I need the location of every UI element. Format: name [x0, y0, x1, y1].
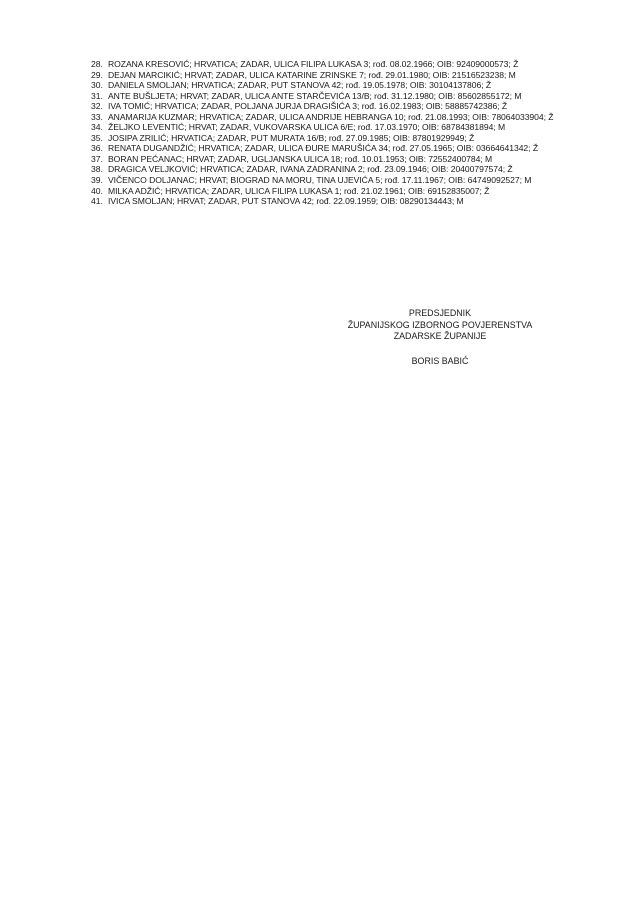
entry-number: 36. — [91, 143, 103, 154]
list-item — [91, 112, 581, 123]
list-item — [91, 91, 581, 102]
list-item — [91, 164, 581, 175]
list-item — [91, 143, 581, 154]
entry-text: IVA TOMIĆ; HRVATICA; ZADAR, POLJANA JURJA DRAGIŠIĆA 3; rođ. 16.02.1983; OIB: 58885742386; Ž — [108, 101, 508, 112]
entry-number: 28. — [91, 59, 103, 69]
list-item — [91, 175, 581, 186]
entry-number: 30. — [91, 80, 103, 91]
signature-title: PREDSJEDNIK — [408, 308, 472, 318]
entry-text: MILKA ADŽIĆ; HRVATICA; ZADAR, ULICA FILIPA LUKASA 1; rođ. 21.02.1961; OIB: 69152835007; Ž — [108, 185, 490, 196]
entry-number: 29. — [91, 69, 103, 80]
entry-text: ANTE BUŠLJETA; HRVAT; ZADAR, ULICA ANTE STARČEVIĆA 13/B; rođ. 31.12.1980; OIB: 85602855172; M — [108, 90, 522, 101]
entry-text: DEJAN MARCIKIĆ; HRVAT; ZADAR, ULICA KATARINE ZRINSKE 7; rođ. 29.01.1980; OIB: 21516523238; M — [108, 69, 516, 80]
entry-number: 37. — [91, 153, 103, 164]
entry-text: DANIELA SMOLJAN; HRVATICA; ZADAR, PUT STANOVA 42; rođ. 19.05.1978; OIB: 30104137806; Ž — [108, 80, 492, 91]
entry-text: BORAN PEĆANAC; HRVAT; ZADAR, UGLJANSKA ULICA 18; rođ. 10.01.1953; OIB: 72552400784; M — [108, 153, 493, 164]
entry-text: ROZANA KRESOVIĆ; HRVATICA; ZADAR, ULICA FILIPA LUKASA 3; rođ. 08.02.1966; OIB: 92409000573; Ž — [108, 59, 519, 69]
entry-number: 31. — [91, 90, 103, 101]
entry-text: ANAMARIJA KUZMAR; HRVATICA; ZADAR, ULICA ANDRIJE HEBRANGA 10; rođ. 21.08.1993; OIB: 78064033904; Ž — [108, 111, 554, 122]
entry-text: RENATA DUGANDŽIĆ; HRVATICA; ZADAR, ULICA ĐURE MARUŠIĆA 34; rođ. 27.05.1965; OIB: 03664641342; Ž — [108, 143, 539, 154]
entry-text: VIČENCO DOLJANAC; HRVAT; BIOGRAD NA MORU, TINA UJEVIĆA 5; rođ. 17.11.1967; OIB: 64749092527; M — [108, 175, 532, 186]
list-item — [91, 59, 581, 70]
entry-text: IVICA SMOLJAN; HRVAT; ZADAR, PUT STANOVA 42; rođ. 22.09.1959; OIB: 08290134443; M — [108, 196, 464, 207]
list-item — [91, 80, 581, 91]
list-item — [91, 122, 581, 133]
entry-number: 33. — [91, 111, 103, 122]
entry-text: DRAGICA VELJKOVIĆ; HRVATICA; ZADAR, IVANA ZADRANINA 2; rođ. 23.09.1946; OIB: 20400797574; Ž — [108, 164, 513, 175]
list-item — [91, 154, 581, 165]
entry-text: ŽELJKO LEVENTIĆ; HRVAT; ZADAR, VUKOVARSKA ULICA 6/E; rođ. 17.03.1970; OIB: 68784381894; M — [108, 122, 506, 133]
list-item — [91, 70, 581, 81]
list-item — [91, 101, 581, 112]
entry-number: 39. — [91, 175, 103, 186]
entry-number: 35. — [91, 132, 103, 143]
entry-number: 41. — [91, 196, 103, 207]
list-item — [91, 133, 581, 144]
signatory-name: BORIS BABIĆ — [411, 355, 469, 366]
candidate-list — [91, 59, 581, 207]
signature-committee: ŽUPANIJSKOG IZBORNOG POVJERENSTVA — [347, 319, 533, 330]
entry-number: 34. — [91, 122, 103, 133]
signature-block — [340, 308, 540, 367]
list-item — [91, 186, 581, 197]
entry-text: JOSIPA ZRILIĆ; HRVATICA; ZADAR, PUT MURATA 16/B; rođ. 27.09.1985; OIB: 87801929949; Ž — [108, 132, 475, 143]
list-item — [91, 196, 581, 207]
signature-county: ZADARSKE ŽUPANIJE — [393, 331, 487, 341]
entry-number: 38. — [91, 164, 103, 175]
entry-number: 32. — [91, 101, 103, 112]
entry-number: 40. — [91, 185, 103, 196]
